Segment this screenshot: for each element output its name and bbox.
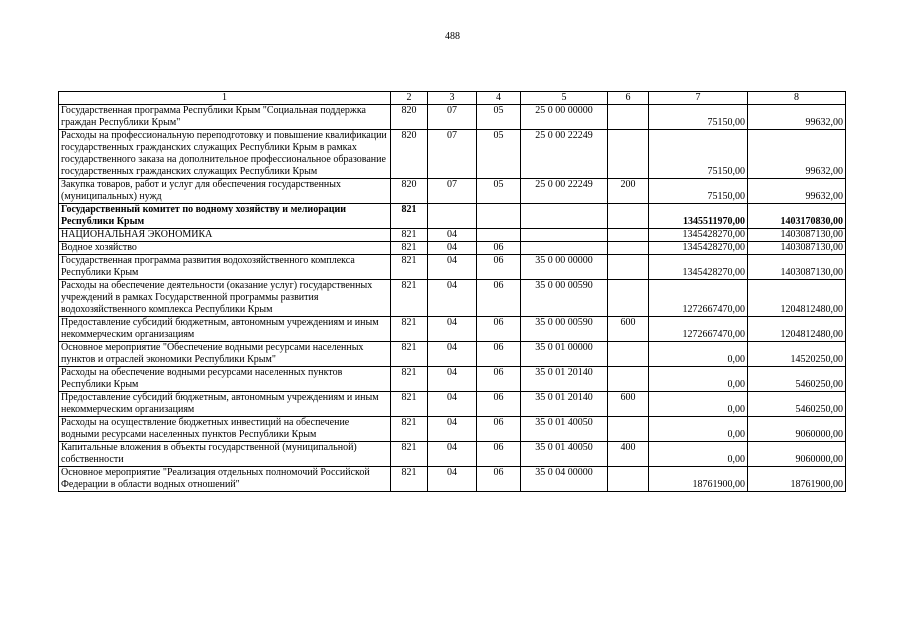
- cell-ved-code: 821: [391, 392, 428, 417]
- cell-expense-type: [608, 467, 649, 492]
- table-row: [59, 105, 846, 130]
- cell-amount-year2: 1204812480,00: [748, 317, 846, 342]
- cell-amount-year1: 0,00: [649, 442, 748, 467]
- cell-name: Предоставление субсидий бюджетным, автономным учреждениям и иным некоммерческим организациям: [59, 392, 391, 417]
- cell-amount-year2: 1403087130,00: [748, 255, 846, 280]
- cell-target-article: 35 0 04 00000: [521, 467, 608, 492]
- header-cell: 1: [59, 92, 391, 105]
- cell-section-code: 04: [428, 242, 477, 255]
- cell-amount-year1: 0,00: [649, 417, 748, 442]
- cell-amount-year2: 5460250,00: [748, 392, 846, 417]
- cell-amount-year1: 0,00: [649, 342, 748, 367]
- cell-target-article: 35 0 01 20140: [521, 367, 608, 392]
- cell-expense-type: 600: [608, 392, 649, 417]
- cell-subsection-code: [477, 204, 521, 229]
- cell-target-article: 25 0 00 22249: [521, 130, 608, 179]
- header-cell: 6: [608, 92, 649, 105]
- cell-amount-year1: 75150,00: [649, 130, 748, 179]
- cell-amount-year1: 1345511970,00: [649, 204, 748, 229]
- cell-section-code: 07: [428, 105, 477, 130]
- cell-amount-year2: 1403170830,00: [748, 204, 846, 229]
- cell-subsection-code: 06: [477, 317, 521, 342]
- cell-target-article: 35 0 01 40050: [521, 442, 608, 467]
- table-row: [59, 392, 846, 417]
- table-row: [59, 229, 846, 242]
- cell-amount-year2: 99632,00: [748, 130, 846, 179]
- cell-amount-year1: 18761900,00: [649, 467, 748, 492]
- cell-amount-year2: 1204812480,00: [748, 280, 846, 317]
- header-cell: 5: [521, 92, 608, 105]
- cell-name: Водное хозяйство: [59, 242, 391, 255]
- cell-expense-type: [608, 342, 649, 367]
- cell-name: НАЦИОНАЛЬНАЯ ЭКОНОМИКА: [59, 229, 391, 242]
- cell-expense-type: 200: [608, 179, 649, 204]
- cell-amount-year2: 5460250,00: [748, 367, 846, 392]
- cell-subsection-code: 06: [477, 392, 521, 417]
- cell-ved-code: 821: [391, 255, 428, 280]
- table-row: [59, 467, 846, 492]
- cell-name: Расходы на обеспечение водными ресурсами населенных пунктов Республики Крым: [59, 367, 391, 392]
- header-cell: 8: [748, 92, 846, 105]
- cell-name: Расходы на обеспечение деятельности (оказание услуг) государственных учреждений в рамках Государственной программы развития водохозяйственного комплекса Республики Крым: [59, 280, 391, 317]
- cell-expense-type: [608, 105, 649, 130]
- cell-ved-code: 821: [391, 442, 428, 467]
- cell-amount-year2: 9060000,00: [748, 442, 846, 467]
- table-row: [59, 417, 846, 442]
- cell-section-code: 04: [428, 392, 477, 417]
- cell-section-code: 07: [428, 179, 477, 204]
- table-row: [59, 204, 846, 229]
- cell-ved-code: 821: [391, 467, 428, 492]
- table-row: [59, 367, 846, 392]
- table-header-row: [59, 92, 846, 105]
- cell-ved-code: 820: [391, 179, 428, 204]
- cell-target-article: 35 0 01 40050: [521, 417, 608, 442]
- table-row: [59, 317, 846, 342]
- cell-ved-code: 821: [391, 367, 428, 392]
- cell-section-code: 04: [428, 417, 477, 442]
- cell-subsection-code: 06: [477, 467, 521, 492]
- cell-subsection-code: 06: [477, 242, 521, 255]
- cell-target-article: [521, 242, 608, 255]
- cell-name: Основное мероприятие "Обеспечение водными ресурсами населенных пунктов и отраслей экономики Республики Крым": [59, 342, 391, 367]
- cell-subsection-code: 05: [477, 179, 521, 204]
- table-row: [59, 342, 846, 367]
- cell-expense-type: [608, 255, 649, 280]
- table-row: [59, 130, 846, 179]
- cell-target-article: 25 0 00 00000: [521, 105, 608, 130]
- cell-subsection-code: 05: [477, 105, 521, 130]
- budget-table: [58, 91, 846, 492]
- cell-ved-code: 821: [391, 204, 428, 229]
- cell-subsection-code: 06: [477, 442, 521, 467]
- cell-target-article: 35 0 01 20140: [521, 392, 608, 417]
- cell-target-article: [521, 229, 608, 242]
- cell-amount-year1: 1345428270,00: [649, 242, 748, 255]
- cell-section-code: 04: [428, 367, 477, 392]
- cell-section-code: 04: [428, 280, 477, 317]
- cell-expense-type: [608, 130, 649, 179]
- cell-subsection-code: 05: [477, 130, 521, 179]
- cell-ved-code: 820: [391, 130, 428, 179]
- cell-ved-code: 821: [391, 229, 428, 242]
- cell-name: Государственная программа Республики Крым "Социальная поддержка граждан Республики Крым": [59, 105, 391, 130]
- cell-section-code: 07: [428, 130, 477, 179]
- cell-ved-code: 821: [391, 280, 428, 317]
- cell-name: Государственная программа развития водохозяйственного комплекса Республики Крым: [59, 255, 391, 280]
- cell-amount-year2: 99632,00: [748, 179, 846, 204]
- cell-expense-type: [608, 242, 649, 255]
- cell-expense-type: [608, 417, 649, 442]
- cell-ved-code: 821: [391, 342, 428, 367]
- cell-subsection-code: 06: [477, 417, 521, 442]
- cell-name: Расходы на осуществление бюджетных инвестиций на обеспечение водными ресурсами населенных пунктов Республики Крым: [59, 417, 391, 442]
- cell-amount-year2: 99632,00: [748, 105, 846, 130]
- cell-amount-year1: 75150,00: [649, 105, 748, 130]
- cell-amount-year1: 1345428270,00: [649, 229, 748, 242]
- table-row: [59, 242, 846, 255]
- header-cell: 7: [649, 92, 748, 105]
- cell-ved-code: 821: [391, 242, 428, 255]
- cell-target-article: [521, 204, 608, 229]
- cell-subsection-code: 06: [477, 342, 521, 367]
- cell-expense-type: [608, 280, 649, 317]
- cell-section-code: 04: [428, 442, 477, 467]
- cell-target-article: 25 0 00 22249: [521, 179, 608, 204]
- page-number: 488: [445, 31, 460, 42]
- header-cell: 2: [391, 92, 428, 105]
- cell-section-code: 04: [428, 317, 477, 342]
- cell-section-code: 04: [428, 229, 477, 242]
- cell-subsection-code: 06: [477, 255, 521, 280]
- cell-expense-type: [608, 229, 649, 242]
- cell-target-article: 35 0 00 00590: [521, 280, 608, 317]
- cell-expense-type: [608, 367, 649, 392]
- table-row: [59, 255, 846, 280]
- cell-name: Закупка товаров, работ и услуг для обеспечения государственных (муниципальных) нужд: [59, 179, 391, 204]
- cell-amount-year2: 1403087130,00: [748, 242, 846, 255]
- header-cell: 3: [428, 92, 477, 105]
- cell-amount-year2: 18761900,00: [748, 467, 846, 492]
- cell-name: Государственный комитет по водному хозяйству и мелиорации Республики Крым: [59, 204, 391, 229]
- cell-amount-year2: 9060000,00: [748, 417, 846, 442]
- cell-ved-code: 821: [391, 417, 428, 442]
- cell-amount-year2: 1403087130,00: [748, 229, 846, 242]
- cell-section-code: [428, 204, 477, 229]
- cell-amount-year1: 1272667470,00: [649, 280, 748, 317]
- cell-amount-year1: 75150,00: [649, 179, 748, 204]
- table-row: [59, 442, 846, 467]
- cell-ved-code: 821: [391, 317, 428, 342]
- cell-name: Капитальные вложения в объекты государственной (муниципальной) собственности: [59, 442, 391, 467]
- cell-amount-year1: 0,00: [649, 392, 748, 417]
- cell-amount-year1: 0,00: [649, 367, 748, 392]
- cell-target-article: 35 0 01 00000: [521, 342, 608, 367]
- cell-subsection-code: 06: [477, 367, 521, 392]
- header-cell: 4: [477, 92, 521, 105]
- cell-section-code: 04: [428, 342, 477, 367]
- cell-ved-code: 820: [391, 105, 428, 130]
- table-row: [59, 280, 846, 317]
- cell-target-article: 35 0 00 00000: [521, 255, 608, 280]
- cell-section-code: 04: [428, 255, 477, 280]
- cell-expense-type: 400: [608, 442, 649, 467]
- table-row: [59, 179, 846, 204]
- cell-name: Расходы на профессиональную переподготовку и повышение квалификации государственных гражданских служащих Республики Крым в рамках государственного заказа на дополнительное профессиональное образование государственных гражданских служащих Республики Крым: [59, 130, 391, 179]
- cell-subsection-code: [477, 229, 521, 242]
- cell-section-code: 04: [428, 467, 477, 492]
- cell-subsection-code: 06: [477, 280, 521, 317]
- cell-name: Предоставление субсидий бюджетным, автономным учреждениям и иным некоммерческим организациям: [59, 317, 391, 342]
- cell-amount-year2: 14520250,00: [748, 342, 846, 367]
- cell-target-article: 35 0 00 00590: [521, 317, 608, 342]
- cell-amount-year1: 1345428270,00: [649, 255, 748, 280]
- cell-name: Основное мероприятие "Реализация отдельных полномочий Российской Федерации в области водных отношений": [59, 467, 391, 492]
- cell-expense-type: 600: [608, 317, 649, 342]
- cell-amount-year1: 1272667470,00: [649, 317, 748, 342]
- cell-expense-type: [608, 204, 649, 229]
